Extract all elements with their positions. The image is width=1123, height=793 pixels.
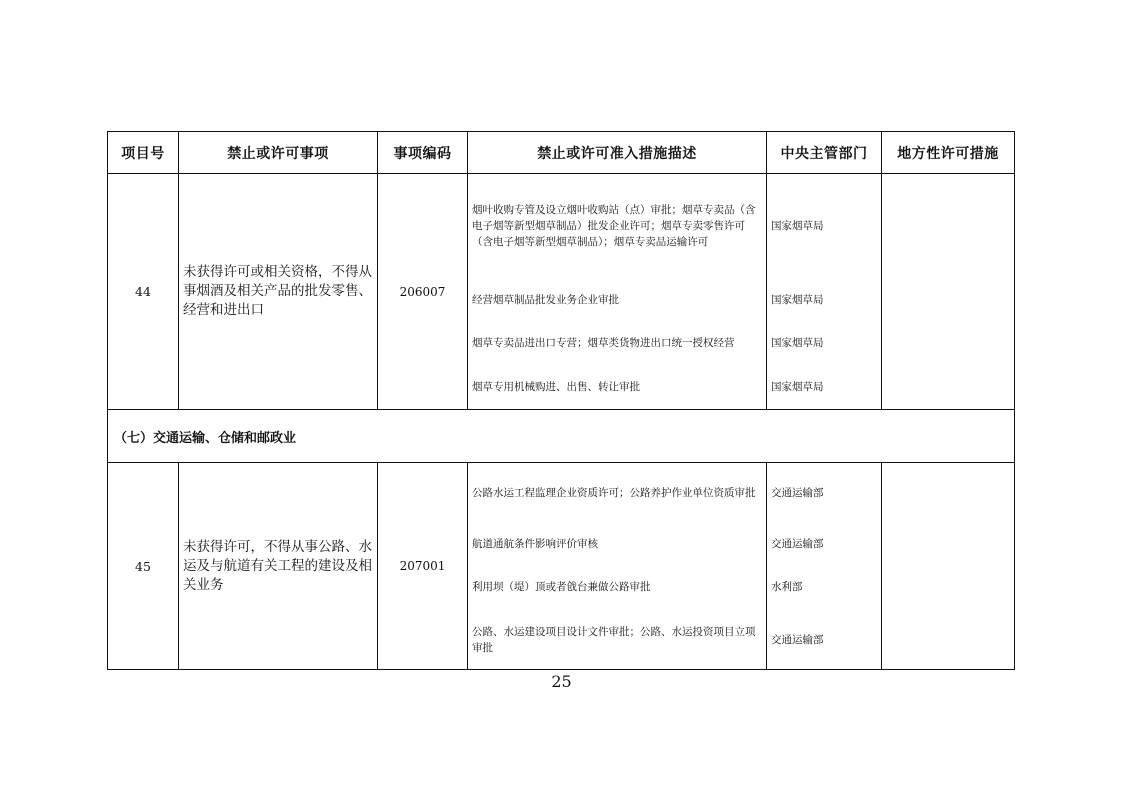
measure-text: 经营烟草制品批发业务企业审批 [472, 294, 619, 306]
measure-text: 烟叶收购专管及设立烟叶收购站（点）审批；烟草专卖品（含电子烟等新型烟草制品）批发企业许可；烟草专卖零售许可（含电子烟等新型烟草制品）；烟草专卖品运输许可 [472, 204, 756, 248]
table-row [108, 463, 1015, 670]
header-item: 禁止或许可事项 [179, 132, 378, 174]
department-text: 国家烟草局 [771, 337, 824, 349]
header-local-measures: 地方性许可措施 [882, 132, 1015, 174]
department-text: 水利部 [771, 581, 803, 593]
measures-cell [468, 463, 767, 670]
measure-text: 公路水运工程监理企业资质许可；公路养护作业单位资质审批 [472, 487, 756, 499]
department-cell [767, 463, 882, 670]
item-description: 未获得许可或相关资格，不得从事烟酒及相关产品的批发零售、经营和进出口 [179, 174, 378, 410]
header-item-no: 项目号 [108, 132, 179, 174]
measure-text: 烟草专卖品进出口专营；烟草类货物进出口统一授权经营 [472, 337, 735, 349]
section-row [108, 410, 1015, 463]
department-text: 国家烟草局 [771, 381, 824, 393]
table-header-row [108, 132, 1015, 174]
local-measures-cell [882, 174, 1015, 410]
header-code: 事项编码 [378, 132, 468, 174]
department-text: 交通运输部 [771, 487, 824, 499]
header-description: 禁止或许可准入措施描述 [468, 132, 767, 174]
measure-text: 利用坝（堤）顶或者戗台兼做公路审批 [472, 581, 651, 593]
page-number: 25 [551, 672, 572, 691]
department-text: 交通运输部 [771, 538, 824, 550]
item-code: 206007 [378, 174, 468, 410]
permit-table [107, 131, 1015, 670]
measure-text: 公路、水运建设项目设计文件审批；公路、水运投资项目立项审批 [472, 626, 756, 654]
local-measures-cell [882, 463, 1015, 670]
item-number: 44 [108, 174, 179, 410]
department-cell [767, 174, 882, 410]
header-department: 中央主管部门 [767, 132, 882, 174]
item-number: 45 [108, 463, 179, 670]
item-code: 207001 [378, 463, 468, 670]
department-text: 国家烟草局 [771, 294, 824, 306]
department-text: 交通运输部 [771, 634, 824, 646]
measure-text: 航道通航条件影响评价审核 [472, 538, 598, 550]
measures-cell [468, 174, 767, 410]
table-row [108, 174, 1015, 410]
section-title: （七）交通运输、仓储和邮政业 [108, 410, 1015, 463]
measure-text: 烟草专用机械购进、出售、转让审批 [472, 381, 640, 393]
department-text: 国家烟草局 [771, 220, 824, 232]
item-description: 未获得许可，不得从事公路、水运及与航道有关工程的建设及相关业务 [179, 463, 378, 670]
